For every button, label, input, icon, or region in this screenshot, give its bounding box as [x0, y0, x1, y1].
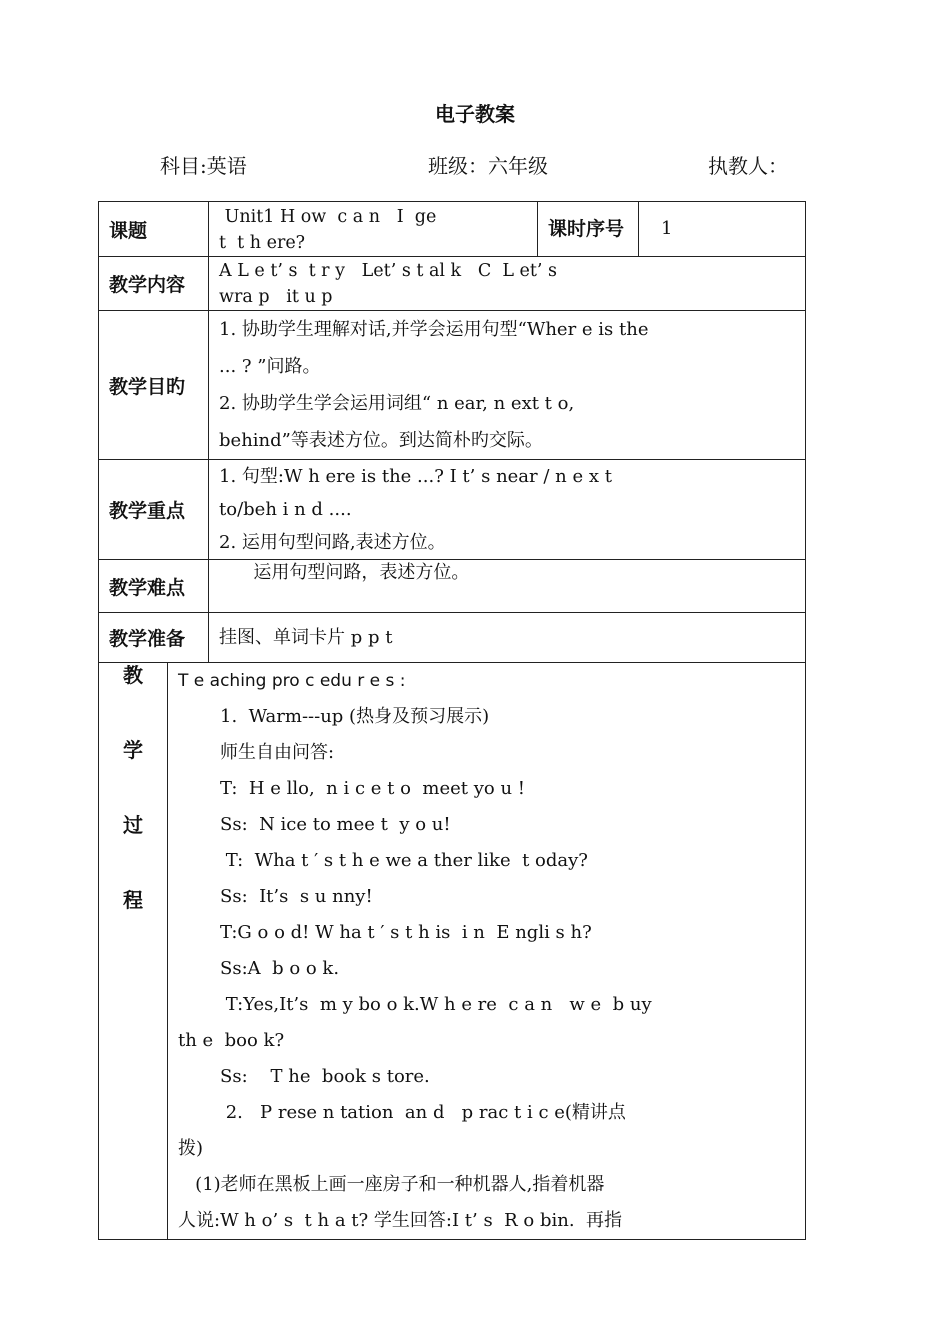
content-value: A L e t’ s t r y Let’ s t al k C L et’ s wra p it u p: [209, 257, 806, 311]
objective-line: 1. 协助学生理解对话,并学会运用句型“Wher e is the: [219, 319, 649, 340]
process-line: 人说:W h o’ s t h a t? 学生回答:I t’ s R o bin. 再指: [178, 1210, 623, 1231]
teacher-field: 执教人：: [708, 154, 788, 178]
process-line: T: H e llo, n i c e t o meet yo u !: [220, 778, 525, 799]
topic-value: Unit1 H ow c a n I ge t t h ere?: [209, 202, 538, 257]
objectives-label: 教学目旳: [99, 311, 209, 460]
process-heading: T e aching pro c edu r e s :: [178, 671, 406, 691]
process-line: 2. P rese n tation an d p rac t i c e(精讲点: [220, 1102, 626, 1123]
difficulties-row: [99, 560, 806, 613]
process-line: T:Yes,It’s m y bo o k.W h e re c a n w e b uy: [220, 994, 652, 1015]
topic-label: 课题: [99, 202, 209, 257]
objective-line: behind”等表述方位。到达简朴旳交际。: [219, 430, 543, 451]
key-point-line: 1. 句型:W h ere is the ...? I t’ s near / n e x t: [219, 466, 612, 487]
process-row: [99, 663, 806, 1240]
difficulties-value: 运用句型问路，表述方位。: [209, 560, 806, 613]
process-line: T:G o o d! W ha t ′ s t h is i n E ngli s h?: [220, 922, 592, 943]
key-points-row: [99, 460, 806, 560]
content-row: [99, 257, 806, 311]
process-content: [168, 663, 806, 1240]
key-point-line: 2. 运用句型问路,表述方位。: [219, 532, 446, 553]
grade-field: 班级：六年级: [428, 154, 548, 178]
process-line: Ss:A b o o k.: [220, 958, 340, 979]
process-line: T: Wha t ′ s t h e we a ther like t oday?: [220, 850, 588, 871]
key-points-value: [209, 460, 806, 560]
difficulties-label: 教学难点: [99, 560, 209, 613]
process-line: 师生自由问答:: [220, 742, 335, 763]
content-label: 教学内容: [99, 257, 209, 311]
lesson-number-label: 课时序号: [538, 202, 639, 257]
preparation-value: 挂图、单词卡片 p p t: [209, 613, 806, 663]
lesson-plan-table: [98, 201, 806, 1240]
key-point-line: to/beh i n d ....: [219, 499, 352, 520]
objectives-row: [99, 311, 806, 460]
objectives-value: [209, 311, 806, 460]
process-label: [99, 663, 168, 1240]
process-label-char: 程: [123, 888, 143, 912]
preparation-label: 教学准备: [99, 613, 209, 663]
process-label-char: 学: [123, 738, 143, 762]
process-line: Ss: T he book s tore.: [220, 1066, 430, 1087]
process-label-char: 教: [123, 663, 143, 687]
lesson-number-value: 1: [639, 202, 806, 257]
preparation-row: [99, 613, 806, 663]
page-title: 电子教案: [435, 102, 515, 126]
process-label-char: 过: [123, 813, 143, 837]
objective-line: 2. 协助学生学会运用词组“ n ear, n ext t o,: [219, 393, 575, 414]
process-line: th e boo k?: [178, 1030, 285, 1051]
process-line: 1. Warm---up (热身及预习展示): [220, 706, 490, 727]
process-line: (1)老师在黑板上画一座房子和一种机器人,指着机器: [178, 1174, 605, 1195]
subject-field: 科目:英语: [160, 154, 247, 178]
process-line: Ss: It’s s u nny!: [220, 886, 373, 907]
key-points-label: 教学重点: [99, 460, 209, 560]
process-line: 拨): [178, 1138, 204, 1159]
topic-row: [99, 202, 806, 257]
objective-line: ... ? ”问路。: [219, 356, 321, 377]
process-line: Ss: N ice to mee t y o u!: [220, 814, 451, 835]
